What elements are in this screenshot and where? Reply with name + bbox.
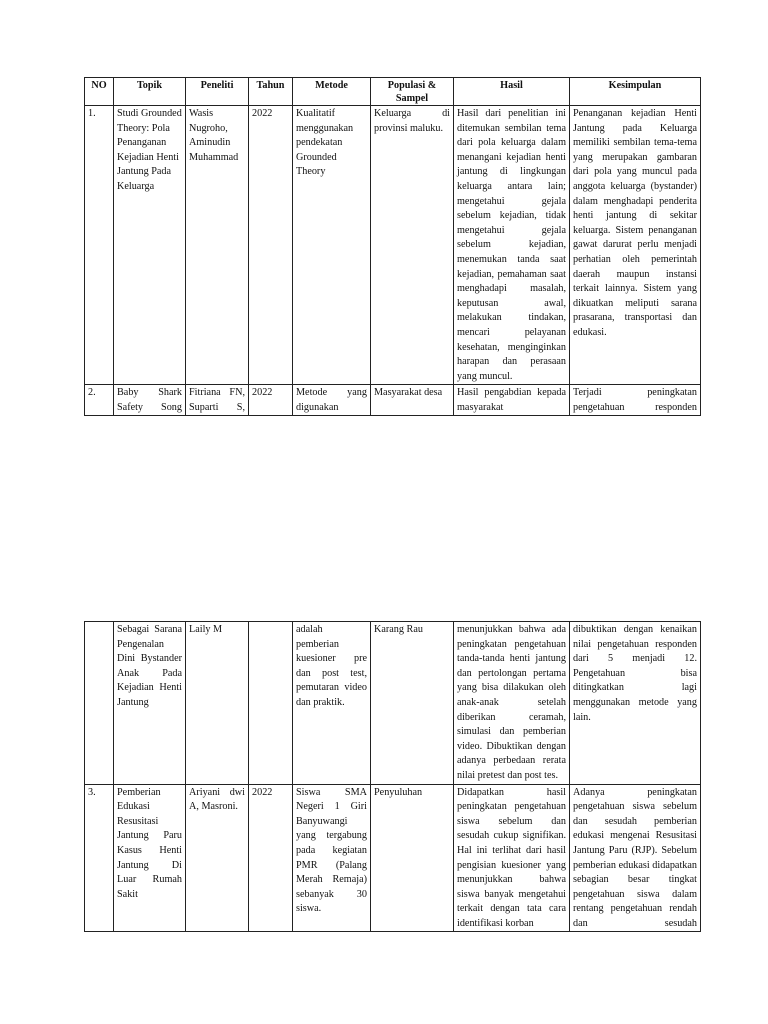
cell-tahun — [249, 622, 293, 785]
header-populasi-sampel: Populasi & Sampel — [371, 78, 454, 106]
table-row — [85, 784, 701, 932]
table-row — [85, 622, 701, 785]
cell-metode: adalah pemberian kuesioner pre dan post test, pemutaran video dan praktik. — [293, 622, 371, 785]
cell-tahun: 2022 — [249, 784, 293, 932]
cell-metode: Metode yang digunakan — [293, 385, 371, 416]
header-topik: Topik — [114, 78, 186, 106]
cell-populasi: Penyuluhan — [371, 784, 454, 932]
cell-kesimpulan: Terjadi peningkatan pengetahuan responden — [570, 385, 701, 416]
cell-metode: Kualitatif menggunakan pendekatan Grounded Theory — [293, 106, 371, 385]
header-kesimpulan: Kesimpulan — [570, 78, 701, 106]
literature-table-page-2 — [84, 621, 701, 932]
cell-topik: Pemberian Edukasi Resusitasi Jantung Paru Kasus Henti Jantung Di Luar Rumah Sakit — [114, 784, 186, 932]
cell-topik: Baby Shark Safety Song — [114, 385, 186, 416]
header-hasil: Hasil — [454, 78, 570, 106]
header-no: NO — [85, 78, 114, 106]
cell-tahun: 2022 — [249, 385, 293, 416]
cell-peneliti: Laily M — [186, 622, 249, 785]
cell-kesimpulan: Adanya peningkatan pengetahuan siswa sebelum dan sesudah pemberian edukasi mengenai Resusitasi Jantung Paru (RJP). Sebelum pemberian edukasi didapatkan sebagian besar tingkat pengetahuan siswa dalam rentang pengetahuan rendah dan sesudah — [570, 784, 701, 932]
cell-peneliti: Ariyani dwi A, Masroni. — [186, 784, 249, 932]
cell-populasi: Keluarga di provinsi maluku. — [371, 106, 454, 385]
cell-kesimpulan: Penanganan kejadian Henti Jantung pada Keluarga memiliki sembilan tema-tema yang merupakan gambaran dari pola yang muncul pada anggota keluarga (bystander) dalam menghadapi penderita henti jantung di sekitar keluarga. Sistem penanganan gawat darurat perlu menjadi perhatian oleh pemerintah daerah maupun instansi terkait lainnya. Sistem yang dikuatkan meliputi sarana prasarana, transportasi dan edukasi. — [570, 106, 701, 385]
cell-peneliti: Wasis Nugroho, Aminudin Muhammad — [186, 106, 249, 385]
cell-hasil: Hasil dari penelitian ini ditemukan sembilan tema dari pola keluarga dalam menangani kejadian henti jantung di lingkungan keluarga antara lain; mengetahui gejala sebelum kejadian, tidak mengetahui gejala sebelum kejadian, menemukan tanda saat kejadian, pemahaman saat menghadapi masalah, keputusan awal, melakukan tindakan, mencari pelayanan kesehatan, menginginkan harapan dan perasaan yang muncul. — [454, 106, 570, 385]
cell-populasi: Karang Rau — [371, 622, 454, 785]
table-row — [85, 106, 701, 385]
cell-kesimpulan: dibuktikan dengan kenaikan nilai pengetahuan responden dari 5 menjadi 12. Pengetahuan bisa ditingkatkan lagi menggunakan metode yang lain. — [570, 622, 701, 785]
cell-topik: Studi Grounded Theory: Pola Penanganan Kejadian Henti Jantung Pada Keluarga — [114, 106, 186, 385]
header-metode: Metode — [293, 78, 371, 106]
cell-tahun: 2022 — [249, 106, 293, 385]
cell-no: 2. — [85, 385, 114, 416]
cell-hasil: menunjukkan bahwa ada peningkatan pengetahuan tanda-tanda henti jantung dan pertolongan pertama yang bisa dilakukan oleh anak-anak setelah diberikan ceramah, simulasi dan pemberian video. Dibuktikan dengan adanya perbedaan rerata nilai pretest dan post tes. — [454, 622, 570, 785]
header-tahun: Tahun — [249, 78, 293, 106]
cell-hasil: Hasil pengabdian kepada masyarakat — [454, 385, 570, 416]
table-row — [85, 385, 701, 416]
cell-populasi: Masyarakat desa — [371, 385, 454, 416]
cell-peneliti: Fitriana FN, Suparti S, — [186, 385, 249, 416]
cell-topik: Sebagai Sarana Pengenalan Dini Bystander Anak Pada Kejadian Henti Jantung — [114, 622, 186, 785]
cell-no: 3. — [85, 784, 114, 932]
cell-no: 1. — [85, 106, 114, 385]
cell-metode: Siswa SMA Negeri 1 Giri Banyuwangi yang tergabung pada kegiatan PMR (Palang Merah Remaja) sebanyak 30 siswa. — [293, 784, 371, 932]
literature-table-page-1 — [84, 77, 701, 416]
cell-no — [85, 622, 114, 785]
table-header-row — [85, 78, 701, 106]
cell-hasil: Didapatkan hasil peningkatan pengetahuan siswa sebelum dan sesudah cukup signifikan. Hal ini terlihat dari hasil pengisian kuesioner yang menunjukkan bahwa siswa banyak mengetahui terkait dengan tata cara identifikasi korban — [454, 784, 570, 932]
header-peneliti: Peneliti — [186, 78, 249, 106]
